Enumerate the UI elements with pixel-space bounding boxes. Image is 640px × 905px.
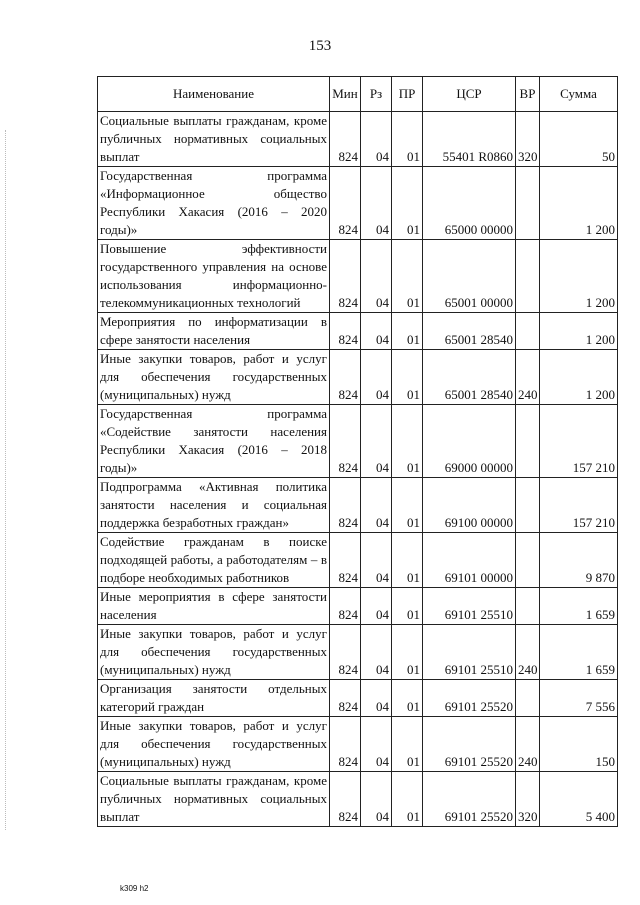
cell-name: Иные закупки товаров, работ и услуг для обеспечения государственных (муниципальных) нужд — [98, 625, 330, 680]
header-pr: ПР — [392, 77, 423, 112]
page-number: 153 — [308, 38, 332, 54]
cell-name: Мероприятия по информатизации в сфере занятости населения — [98, 313, 330, 350]
cell-min: 824 — [330, 313, 361, 350]
cell-min: 824 — [330, 478, 361, 533]
table-row — [98, 405, 618, 478]
cell-name: Содействие гражданам в поиске подходящей работы, а работодателям – в подборе необходимых работников — [98, 533, 330, 588]
cell-rz: 04 — [361, 680, 392, 717]
cell-min: 824 — [330, 167, 361, 240]
cell-rz: 04 — [361, 625, 392, 680]
cell-rz: 04 — [361, 350, 392, 405]
table-row — [98, 717, 618, 772]
cell-csr: 65001 28540 — [423, 350, 516, 405]
cell-name: Иные закупки товаров, работ и услуг для обеспечения государственных (муниципальных) нужд — [98, 350, 330, 405]
cell-min: 824 — [330, 717, 361, 772]
cell-sum: 1 200 — [540, 350, 618, 405]
cell-csr: 69101 25510 — [423, 625, 516, 680]
cell-name: Организация занятости отдельных категорий граждан — [98, 680, 330, 717]
table-row — [98, 772, 618, 827]
table-header-row — [98, 77, 618, 112]
cell-vr — [516, 167, 540, 240]
cell-sum: 9 870 — [540, 533, 618, 588]
cell-csr: 69000 00000 — [423, 405, 516, 478]
cell-sum: 1 659 — [540, 625, 618, 680]
cell-name: Подпрограмма «Активная политика занятости населения и социальная поддержка безработных граждан» — [98, 478, 330, 533]
cell-rz: 04 — [361, 588, 392, 625]
cell-rz: 04 — [361, 533, 392, 588]
cell-min: 824 — [330, 588, 361, 625]
cell-min: 824 — [330, 240, 361, 313]
cell-csr: 69101 25520 — [423, 680, 516, 717]
cell-sum: 50 — [540, 112, 618, 167]
cell-sum: 7 556 — [540, 680, 618, 717]
header-rz: Рз — [361, 77, 392, 112]
cell-min: 824 — [330, 112, 361, 167]
cell-vr — [516, 313, 540, 350]
table-body — [98, 112, 618, 827]
cell-csr: 65001 00000 — [423, 240, 516, 313]
cell-name: Повышение эффективности государственного управления на основе использования информационно-телекоммуникационных технологий — [98, 240, 330, 313]
cell-pr: 01 — [392, 588, 423, 625]
cell-sum: 157 210 — [540, 478, 618, 533]
cell-csr: 55401 R0860 — [423, 112, 516, 167]
cell-vr — [516, 478, 540, 533]
cell-pr: 01 — [392, 350, 423, 405]
table-row — [98, 625, 618, 680]
cell-min: 824 — [330, 405, 361, 478]
cell-sum: 150 — [540, 717, 618, 772]
cell-vr: 240 — [516, 625, 540, 680]
cell-csr: 65001 28540 — [423, 313, 516, 350]
cell-pr: 01 — [392, 405, 423, 478]
cell-name: Государственная программа «Содействие занятости населения Республики Хакасия (2016 – 2018 годы)» — [98, 405, 330, 478]
cell-sum: 1 200 — [540, 313, 618, 350]
cell-vr: 320 — [516, 772, 540, 827]
cell-pr: 01 — [392, 625, 423, 680]
table-row — [98, 167, 618, 240]
footer-code: k309 h2 — [120, 884, 149, 893]
cell-sum: 157 210 — [540, 405, 618, 478]
header-vr: ВР — [516, 77, 540, 112]
cell-rz: 04 — [361, 167, 392, 240]
cell-pr: 01 — [392, 240, 423, 313]
cell-vr — [516, 533, 540, 588]
cell-csr: 69101 00000 — [423, 533, 516, 588]
cell-vr — [516, 680, 540, 717]
header-min: Мин — [330, 77, 361, 112]
cell-rz: 04 — [361, 772, 392, 827]
cell-min: 824 — [330, 680, 361, 717]
cell-sum: 1 200 — [540, 240, 618, 313]
cell-pr: 01 — [392, 772, 423, 827]
cell-rz: 04 — [361, 240, 392, 313]
cell-vr — [516, 588, 540, 625]
cell-pr: 01 — [392, 680, 423, 717]
cell-vr: 240 — [516, 350, 540, 405]
cell-rz: 04 — [361, 313, 392, 350]
table-row — [98, 240, 618, 313]
cell-csr: 69101 25520 — [423, 717, 516, 772]
cell-vr — [516, 240, 540, 313]
cell-rz: 04 — [361, 405, 392, 478]
table-row — [98, 313, 618, 350]
table-row — [98, 680, 618, 717]
cell-csr: 69101 25510 — [423, 588, 516, 625]
cell-name: Иные мероприятия в сфере занятости населения — [98, 588, 330, 625]
cell-min: 824 — [330, 772, 361, 827]
cell-sum: 1 200 — [540, 167, 618, 240]
cell-pr: 01 — [392, 478, 423, 533]
header-csr: ЦСР — [423, 77, 516, 112]
cell-csr: 69100 00000 — [423, 478, 516, 533]
cell-vr — [516, 405, 540, 478]
cell-pr: 01 — [392, 313, 423, 350]
header-name: Наименование — [98, 77, 330, 112]
table-row — [98, 478, 618, 533]
cell-rz: 04 — [361, 112, 392, 167]
cell-rz: 04 — [361, 717, 392, 772]
cell-rz: 04 — [361, 478, 392, 533]
header-sum: Сумма — [540, 77, 618, 112]
cell-min: 824 — [330, 625, 361, 680]
cell-sum: 1 659 — [540, 588, 618, 625]
cell-vr: 240 — [516, 717, 540, 772]
table-row — [98, 533, 618, 588]
cell-name: Социальные выплаты гражданам, кроме публичных нормативных социальных выплат — [98, 772, 330, 827]
cell-pr: 01 — [392, 533, 423, 588]
cell-vr: 320 — [516, 112, 540, 167]
table-row — [98, 112, 618, 167]
cell-pr: 01 — [392, 717, 423, 772]
table-row — [98, 350, 618, 405]
cell-min: 824 — [330, 350, 361, 405]
budget-table — [97, 76, 618, 827]
cell-name: Государственная программа «Информационное общество Республики Хакасия (2016 – 2020 годы)» — [98, 167, 330, 240]
cell-pr: 01 — [392, 167, 423, 240]
cell-name: Социальные выплаты гражданам, кроме публичных нормативных социальных выплат — [98, 112, 330, 167]
table-row — [98, 588, 618, 625]
cell-sum: 5 400 — [540, 772, 618, 827]
cell-csr: 65000 00000 — [423, 167, 516, 240]
cell-name: Иные закупки товаров, работ и услуг для обеспечения государственных (муниципальных) нужд — [98, 717, 330, 772]
cell-csr: 69101 25520 — [423, 772, 516, 827]
margin-dotted-line — [5, 130, 7, 830]
cell-min: 824 — [330, 533, 361, 588]
cell-pr: 01 — [392, 112, 423, 167]
